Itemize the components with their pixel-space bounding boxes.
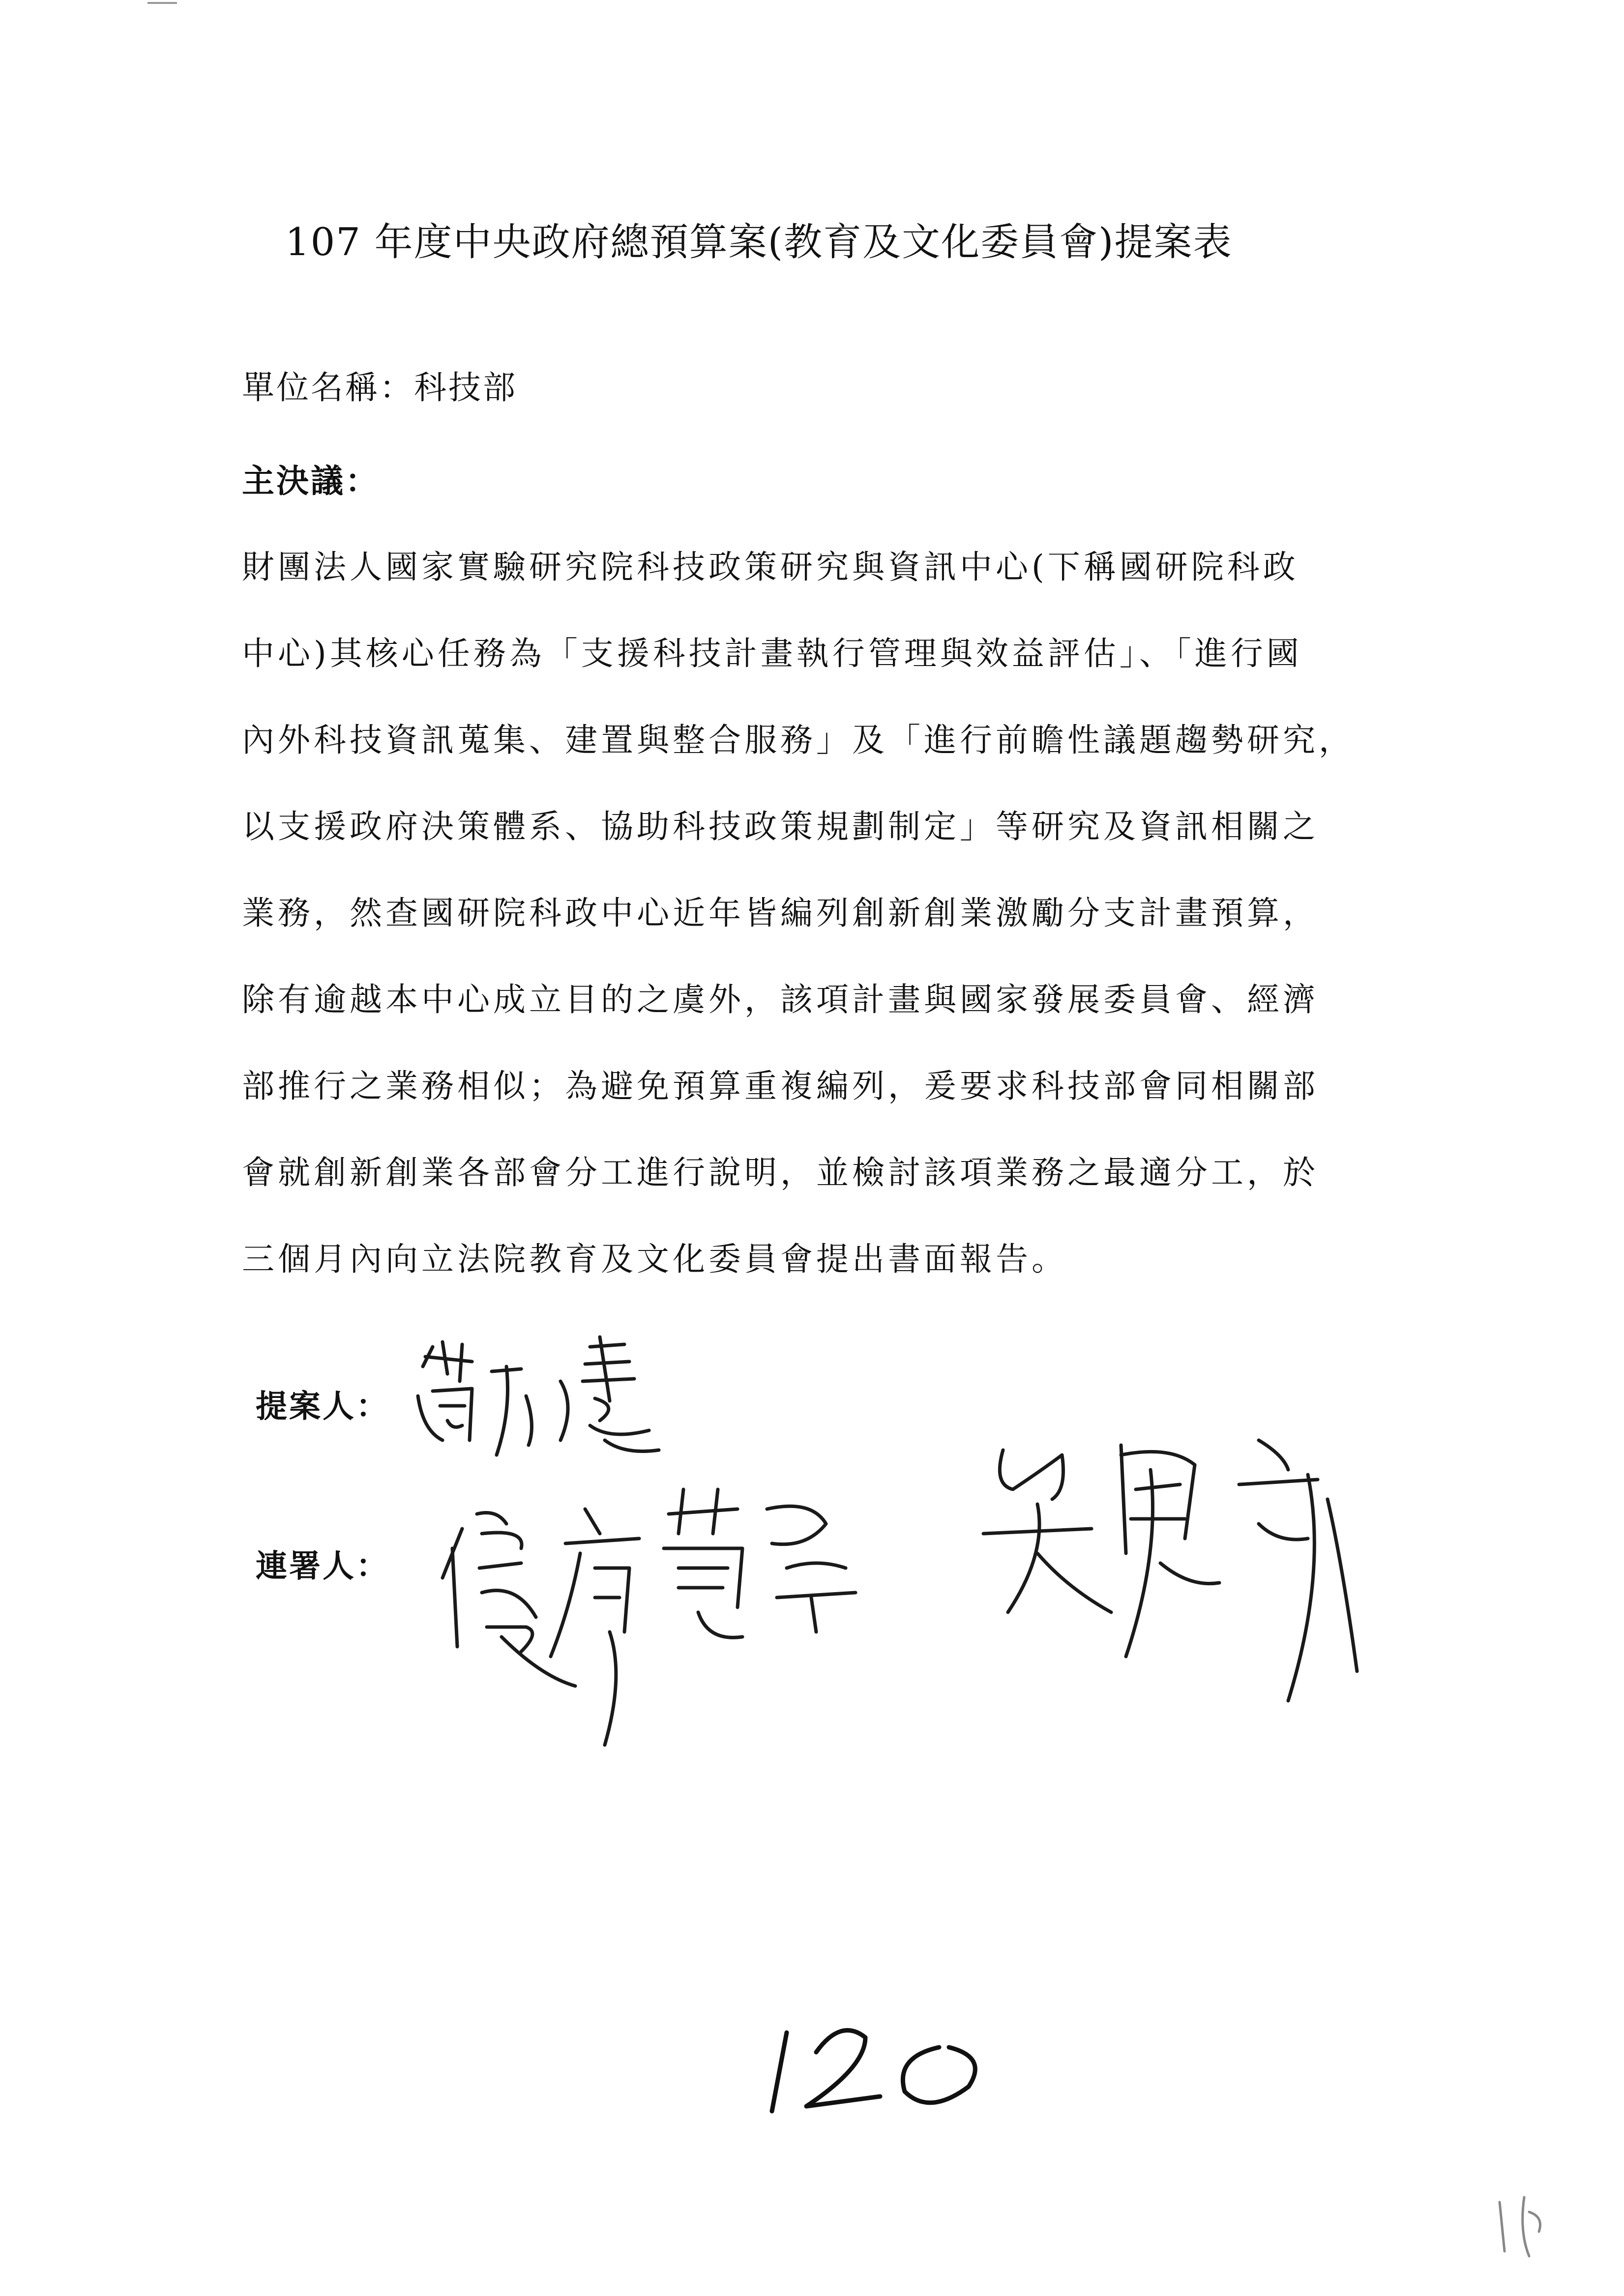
body-line: 財團法人國家實驗研究院科技政策研究與資訊中心(下稱國研院科政 (242, 548, 1299, 586)
proposer-signature (413, 1327, 688, 1475)
resolution-body (242, 548, 1388, 1329)
body-line: 會就創新創業各部會分工進行說明，並檢討該項業務之最適分工，於 (242, 1154, 1319, 1192)
main-resolution-label: 主決議： (242, 462, 380, 500)
unit-name-line: 單位名稱：科技部 (242, 369, 517, 407)
page-number (742, 2013, 1018, 2121)
body-line: 內外科技資訊蒐集、建置與整合服務」及「進行前瞻性議題趨勢研究， (242, 721, 1355, 759)
body-line: 除有逾越本中心成立目的之虞外，該項計畫與國家發展委員會、經濟 (242, 981, 1319, 1018)
proposer-label: 提案人： (256, 1389, 389, 1425)
body-line: 部推行之業務相似；為避免預算重複編列，爰要求科技部會同相關部 (242, 1067, 1319, 1105)
body-line: 以支援政府決策體系、協助科技政策規劃制定」等研究及資訊相關之 (242, 808, 1319, 845)
cosigner-signature-1 (423, 1470, 915, 1765)
corner-pencil-mark (1485, 2182, 1564, 2261)
cosigner-label: 連署人： (256, 1548, 389, 1585)
cosigner-signature-2 (964, 1425, 1406, 1720)
scan-artifact (148, 2, 177, 4)
document-title: 107 年度中央政府總預算案(教育及文化委員會)提案表 (285, 220, 1233, 264)
body-line: 三個月內向立法院教育及文化委員會提出書面報告。 (242, 1240, 1067, 1278)
page-number-handwriting (742, 2013, 1018, 2121)
body-line: 中心)其核心任務為「支援科技計畫執行管理與效益評估」、「進行國 (242, 635, 1302, 672)
body-line: 業務，然查國研院科政中心近年皆編列創新創業激勵分支計畫預算， (242, 894, 1319, 932)
